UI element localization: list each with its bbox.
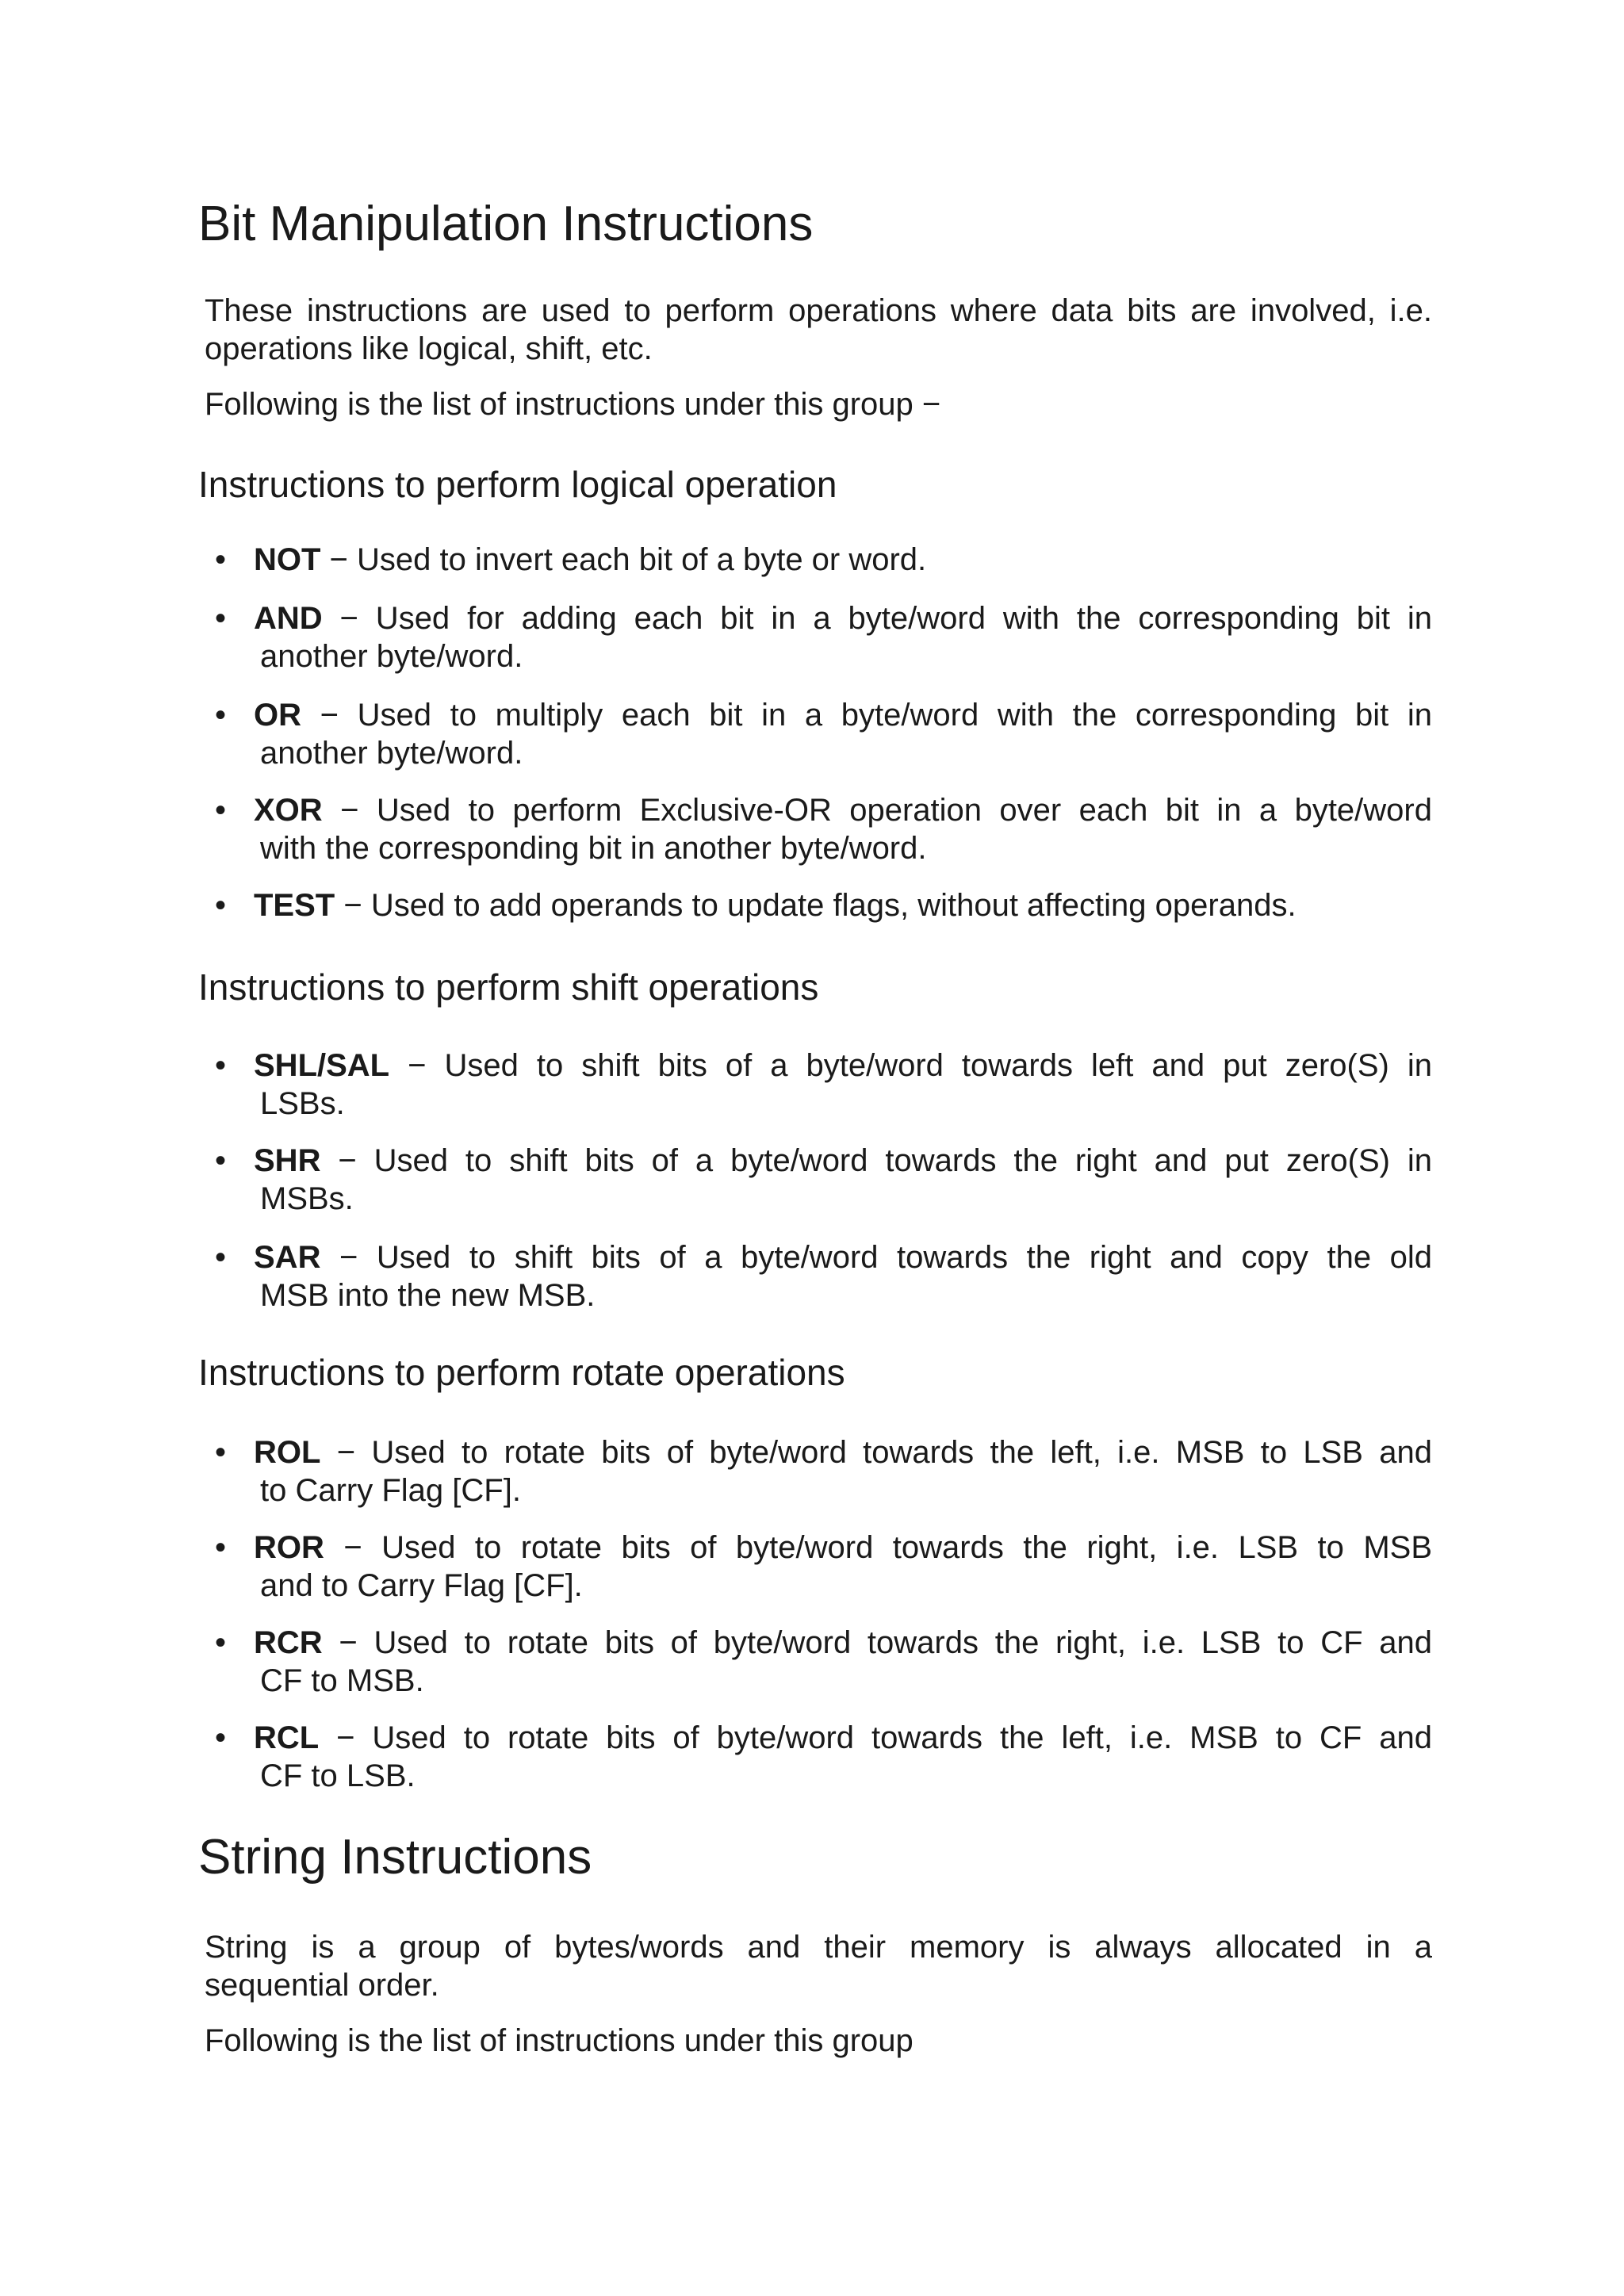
- intro-line-2: sequential order.: [205, 1968, 439, 2003]
- instruction-term: ROL: [254, 1435, 321, 1470]
- instruction-description-continued: CF to MSB.: [260, 1663, 424, 1698]
- instruction-description-continued: another byte/word.: [260, 736, 523, 771]
- instruction-description: − Used to rotate bits of byte/word towards the right, i.e. LSB to CF and: [322, 1625, 1432, 1660]
- instruction-term: ROR: [254, 1530, 324, 1565]
- instruction-description: − Used for adding each bit in a byte/word with the corresponding bit in: [322, 601, 1432, 636]
- list-item-test: [214, 886, 1432, 924]
- instruction-description-continued: another byte/word.: [260, 639, 523, 674]
- bullet-icon: •: [214, 601, 226, 636]
- instruction-description: − Used to invert each bit of a byte or word.: [320, 542, 927, 577]
- instruction-description-continued: MSBs.: [260, 1181, 354, 1216]
- list-item-and: [214, 599, 1432, 675]
- list-item-not: [214, 541, 1432, 579]
- section-intro-string-instructions: [205, 1928, 1432, 2004]
- instruction-description: − Used to shift bits of a byte/word towards the right and put zero(S) in: [320, 1143, 1432, 1178]
- intro-line-1: String is a group of bytes/words and their memory is always allocated in a: [205, 1930, 1432, 1965]
- list-intro-string-instructions: Following is the list of instructions under this group: [205, 2023, 914, 2058]
- instruction-description: − Used to add operands to update flags, without affecting operands.: [335, 888, 1297, 923]
- bullet-icon: •: [214, 1240, 226, 1275]
- bullet-icon: •: [214, 1625, 226, 1660]
- instruction-description: − Used to shift bits of a byte/word towards left and put zero(S) in: [389, 1048, 1432, 1083]
- instruction-term: RCL: [254, 1720, 320, 1755]
- bullet-icon: •: [214, 1530, 226, 1565]
- intro-line-1: These instructions are used to perform operations where data bits are involved, i.e.: [205, 293, 1432, 328]
- item-first-line: [254, 599, 1432, 637]
- instruction-description-continued: MSB into the new MSB.: [260, 1278, 596, 1313]
- item-first-line: [254, 1529, 1432, 1567]
- heading-logical-operations: Instructions to perform logical operation: [198, 464, 837, 505]
- intro-line-2: operations like logical, shift, etc.: [205, 331, 653, 366]
- item-first-line: [254, 1719, 1432, 1757]
- instruction-description-continued: LSBs.: [260, 1086, 345, 1121]
- list-item-rcl: [214, 1719, 1432, 1795]
- list-item-rcr: [214, 1624, 1432, 1700]
- list-intro-bit-manipulation: Following is the list of instructions under this group −: [205, 387, 941, 422]
- instruction-description-continued: and to Carry Flag [CF].: [260, 1568, 583, 1603]
- instruction-description-continued: with the corresponding bit in another byte/word.: [260, 831, 927, 866]
- instruction-term: NOT: [254, 542, 321, 577]
- list-item-or: [214, 696, 1432, 772]
- item-first-line: [254, 1047, 1432, 1085]
- list-item-rol: [214, 1433, 1432, 1510]
- list-item-ror: [214, 1529, 1432, 1605]
- instruction-description: − Used to perform Exclusive-OR operation over each bit in a byte/word: [322, 793, 1432, 828]
- instruction-term: SAR: [254, 1240, 321, 1275]
- item-first-line: [254, 791, 1432, 829]
- item-first-line: [254, 1433, 1432, 1471]
- heading-shift-operations: Instructions to perform shift operations: [198, 966, 819, 1008]
- instruction-description: − Used to multiply each bit in a byte/word with the corresponding bit in: [301, 698, 1432, 733]
- item-first-line: [254, 1624, 1432, 1662]
- bullet-icon: •: [214, 1048, 226, 1083]
- bullet-icon: •: [214, 698, 226, 733]
- list-item-sar: [214, 1238, 1432, 1314]
- bullet-icon: •: [214, 793, 226, 828]
- section-title-bit-manipulation: Bit Manipulation Instructions: [198, 197, 814, 251]
- instruction-term: SHL/SAL: [254, 1048, 390, 1083]
- item-first-line: [254, 1238, 1432, 1276]
- instruction-description: − Used to rotate bits of byte/word towards the left, i.e. MSB to LSB and: [320, 1435, 1432, 1470]
- instruction-description-continued: to Carry Flag [CF].: [260, 1473, 521, 1508]
- section-title-string-instructions: String Instructions: [198, 1830, 592, 1885]
- instruction-term: AND: [254, 601, 323, 636]
- bullet-icon: •: [214, 542, 226, 577]
- list-item-xor: [214, 791, 1432, 867]
- list-item-shl-sal: [214, 1047, 1432, 1123]
- instruction-term: TEST: [254, 888, 335, 923]
- item-first-line: [254, 1142, 1432, 1180]
- instruction-description: − Used to shift bits of a byte/word towards the right and copy the old: [320, 1240, 1432, 1275]
- list-item-shr: [214, 1142, 1432, 1218]
- instruction-description: − Used to rotate bits of byte/word towards the right, i.e. LSB to MSB: [324, 1530, 1432, 1565]
- instruction-term: SHR: [254, 1143, 321, 1178]
- instruction-description-continued: CF to LSB.: [260, 1758, 416, 1793]
- bullet-icon: •: [214, 1435, 226, 1470]
- instruction-description: − Used to rotate bits of byte/word towards the left, i.e. MSB to CF and: [319, 1720, 1432, 1755]
- bullet-icon: •: [214, 1143, 226, 1178]
- section-intro-bit-manipulation: [205, 292, 1432, 368]
- instruction-term: XOR: [254, 793, 323, 828]
- instruction-term: RCR: [254, 1625, 323, 1660]
- instruction-term: OR: [254, 698, 301, 733]
- item-first-line: [254, 696, 1432, 734]
- bullet-icon: •: [214, 1720, 226, 1755]
- heading-rotate-operations: Instructions to perform rotate operations: [198, 1352, 845, 1393]
- bullet-icon: •: [214, 888, 226, 923]
